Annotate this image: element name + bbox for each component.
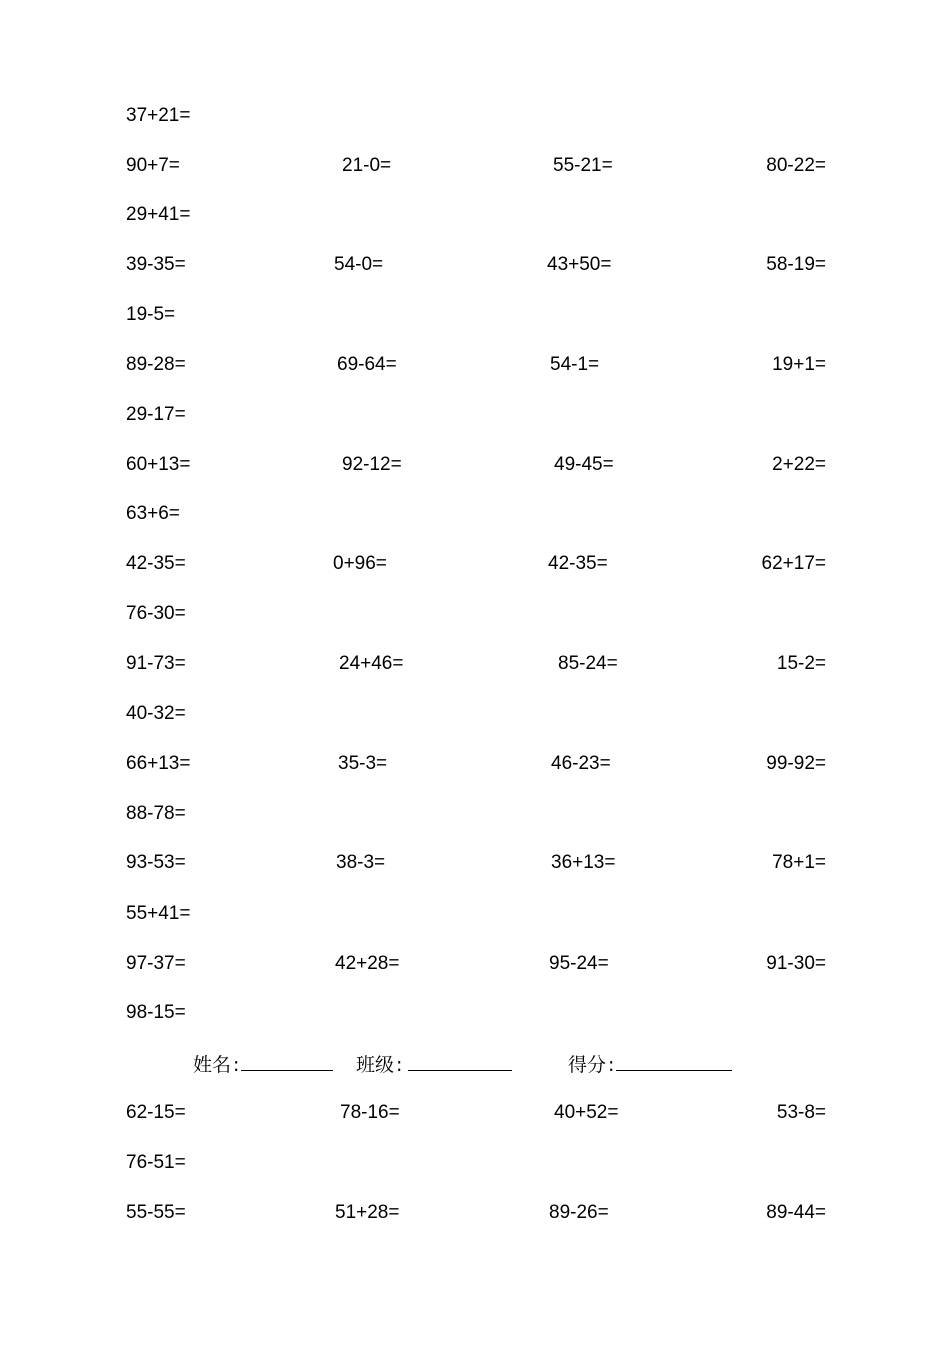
problem: 19-5= — [126, 304, 176, 325]
problem: 42-35= — [548, 553, 608, 574]
problem-row — [126, 601, 826, 627]
class-colon: : — [396, 1054, 403, 1076]
problem: 55+41= — [126, 903, 191, 924]
problem-row — [126, 751, 826, 777]
problem: 54-0= — [334, 254, 384, 275]
problem: 62+17= — [761, 553, 826, 574]
problem: 80-22= — [766, 155, 826, 176]
problem: 36+13= — [551, 852, 616, 873]
problem: 89-44= — [766, 1202, 826, 1223]
problem: 46-23= — [551, 753, 611, 774]
problem: 62-15= — [126, 1102, 186, 1123]
problem-row — [126, 551, 826, 577]
problem-row — [126, 302, 826, 328]
problem: 66+13= — [126, 753, 191, 774]
problem-row — [126, 252, 826, 278]
problem: 39-35= — [126, 254, 186, 275]
score-colon: : — [608, 1054, 615, 1076]
problem: 2+22= — [772, 454, 826, 475]
class-field — [356, 1050, 512, 1079]
problem-row — [126, 501, 826, 527]
name-blank[interactable] — [241, 1050, 333, 1071]
name-colon: : — [233, 1054, 240, 1076]
problem: 90+7= — [126, 155, 180, 176]
problem: 54-1= — [550, 354, 600, 375]
class-blank[interactable] — [408, 1050, 512, 1071]
problem: 63+6= — [126, 503, 180, 524]
problem-row — [126, 402, 826, 428]
problem: 53-8= — [776, 1102, 826, 1123]
problem: 29-17= — [126, 404, 186, 425]
problem: 78+1= — [772, 852, 826, 873]
problem-row — [126, 651, 826, 677]
problem: 35-3= — [338, 753, 388, 774]
problem-row — [126, 850, 826, 876]
problem: 98-15= — [126, 1002, 186, 1023]
problem: 91-30= — [766, 953, 826, 974]
problem-row — [126, 901, 826, 927]
problem: 78-16= — [340, 1102, 400, 1123]
score-field — [568, 1050, 732, 1079]
problem: 19+1= — [772, 354, 826, 375]
problem: 58-19= — [766, 254, 826, 275]
problem-row — [126, 103, 826, 129]
problem: 49-45= — [554, 454, 614, 475]
problem-row — [126, 951, 826, 977]
problem: 85-24= — [558, 653, 618, 674]
score-blank[interactable] — [616, 1050, 732, 1071]
problem-row — [126, 352, 826, 378]
problem: 76-51= — [126, 1152, 186, 1173]
problem-row — [126, 1000, 826, 1026]
problem: 89-26= — [549, 1202, 609, 1223]
problem: 42+28= — [335, 953, 400, 974]
problem-row — [126, 1150, 826, 1176]
problem-row — [126, 202, 826, 228]
score-label: 得分 — [568, 1054, 607, 1076]
problem: 88-78= — [126, 803, 186, 824]
problem-row — [126, 701, 826, 727]
problem: 55-21= — [553, 155, 613, 176]
problem-row — [126, 153, 826, 179]
problem: 69-64= — [337, 354, 397, 375]
problem: 89-28= — [126, 354, 186, 375]
problem: 60+13= — [126, 454, 191, 475]
problem: 43+50= — [547, 254, 612, 275]
problem-row — [126, 1200, 826, 1226]
problem: 42-35= — [126, 553, 186, 574]
problem: 40-32= — [126, 703, 186, 724]
problem: 55-55= — [126, 1202, 186, 1223]
problem-row — [126, 1100, 826, 1126]
problem: 51+28= — [335, 1202, 400, 1223]
problem: 38-3= — [336, 852, 386, 873]
problem: 37+21= — [126, 105, 191, 126]
class-label: 班级 — [356, 1054, 395, 1076]
problem: 93-53= — [126, 852, 186, 873]
problem: 76-30= — [126, 603, 186, 624]
name-label: 姓名 — [193, 1054, 232, 1076]
problem-row — [126, 801, 826, 827]
problem: 24+46= — [339, 653, 404, 674]
problem: 95-24= — [549, 953, 609, 974]
problem: 99-92= — [766, 753, 826, 774]
problem: 15-2= — [776, 653, 826, 674]
problem: 40+52= — [554, 1102, 619, 1123]
problem: 97-37= — [126, 953, 186, 974]
problem: 91-73= — [126, 653, 186, 674]
problem-row — [126, 452, 826, 478]
name-field — [193, 1050, 333, 1079]
problem: 0+96= — [333, 553, 387, 574]
problem: 92-12= — [342, 454, 402, 475]
problem: 21-0= — [342, 155, 392, 176]
problem: 29+41= — [126, 204, 191, 225]
